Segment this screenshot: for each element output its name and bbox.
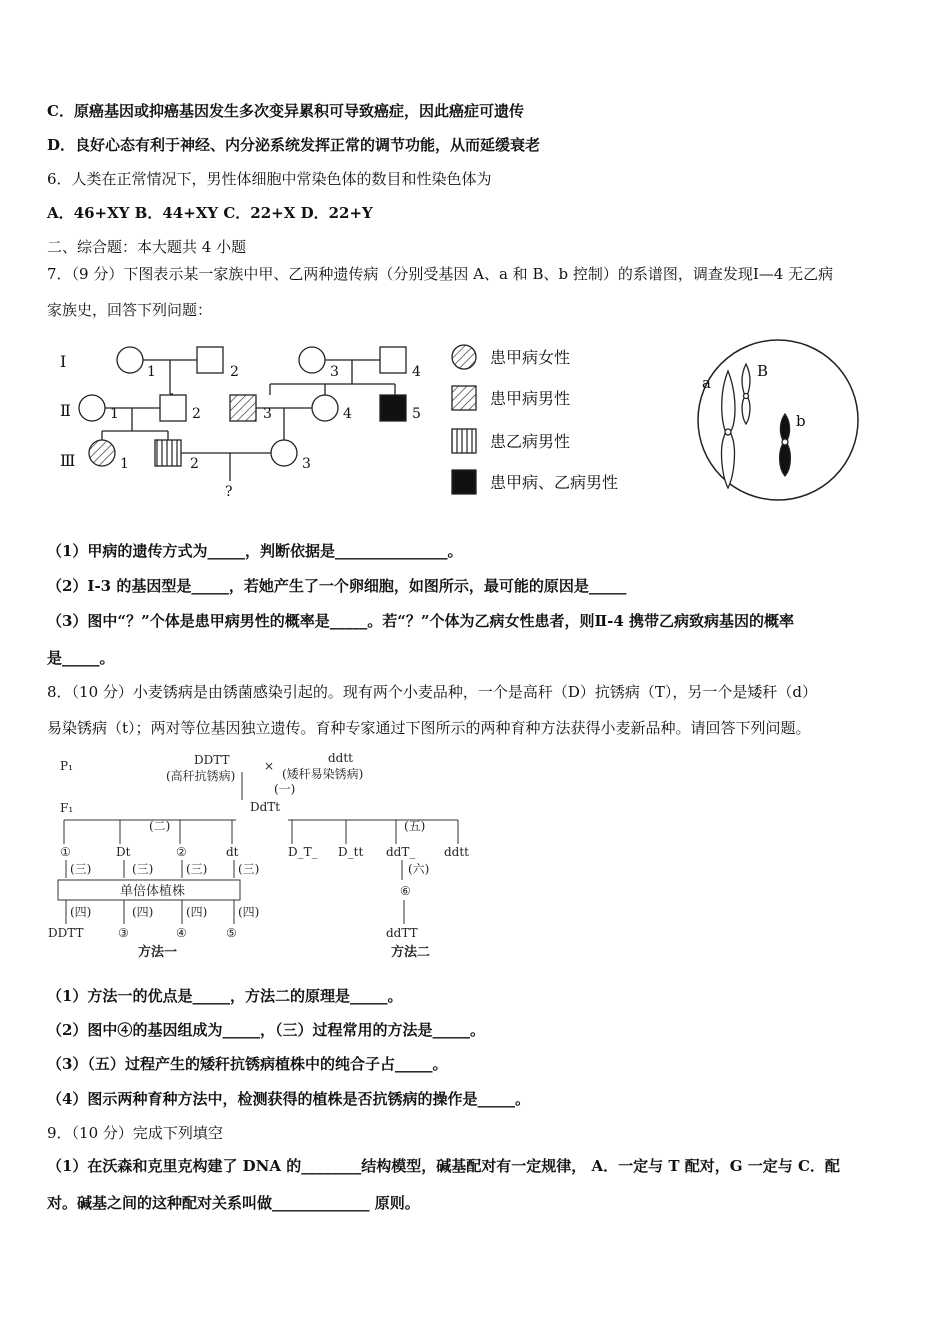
legend-icon-2 xyxy=(452,386,476,410)
q9-part1-cont: 对。碱基之间的这种配对关系叫做_____________ 原则。 xyxy=(47,1194,420,1212)
i2-male xyxy=(197,347,223,373)
ii3-male-affected xyxy=(230,395,256,421)
svg-text:(四): (四) xyxy=(70,905,92,919)
q8-part3: （3）（五）过程产生的矮秆抗锈病植株中的纯合子占_____。 xyxy=(47,1055,448,1073)
svg-text:ddtt: ddtt xyxy=(328,751,354,765)
q8-part1: （1）方法一的优点是_____，方法二的原理是_____。 xyxy=(47,987,403,1005)
ii2-male xyxy=(160,395,186,421)
svg-text:方法一: 方法一 xyxy=(138,945,178,960)
legend-label-4: 患甲病、乙病男性 xyxy=(490,473,619,492)
gen-label-2: Ⅱ xyxy=(60,401,71,420)
svg-text:dt: dt xyxy=(226,845,239,859)
svg-text:3: 3 xyxy=(302,456,311,472)
svg-text:(三): (三) xyxy=(186,862,208,876)
q7-part1: （1）甲病的遗传方式为_____，判断依据是_______________。 xyxy=(47,542,463,560)
svg-text:(三): (三) xyxy=(238,862,260,876)
svg-text:②: ② xyxy=(176,845,187,859)
legend-icon-3 xyxy=(452,429,476,453)
svg-text:DDTT: DDTT xyxy=(48,926,84,940)
iii2-male-affected xyxy=(155,440,181,466)
svg-text:①: ① xyxy=(60,845,71,859)
iii3-female xyxy=(271,440,297,466)
gen-label-3: Ⅲ xyxy=(60,451,76,470)
unknown-child: ? xyxy=(225,484,233,500)
svg-text:D_tt: D_tt xyxy=(338,845,364,859)
q7-part3: （3）图中“？”个体是患甲病男性的概率是_____。若“？”个体为乙病女性患者，则Ⅱ-4 携带乙病致病基因的概率 xyxy=(47,612,794,630)
i4-male xyxy=(380,347,406,373)
svg-text:③: ③ xyxy=(118,926,129,940)
q7-part3-cont: 是_____。 xyxy=(47,649,115,667)
option-d: D．良好心态有利于神经、内分泌系统发挥正常的调节功能，从而延缓衰老 xyxy=(47,136,541,154)
svg-text:1: 1 xyxy=(147,364,156,380)
svg-text:F₁: F₁ xyxy=(60,801,74,815)
svg-text:(五): (五) xyxy=(404,819,426,833)
question-7-cont: 家族史，回答下列问题： xyxy=(47,301,213,319)
svg-text:b: b xyxy=(796,412,806,430)
question-8: 8．（10 分）小麦锈病是由锈菌感染引起的。现有两个小麦品种，一个是高秆（D）抗锈病（T），另一个是矮秆（d） xyxy=(47,683,818,701)
svg-text:(一): (一) xyxy=(274,782,296,796)
gen-label-1: Ⅰ xyxy=(60,352,67,371)
svg-text:(六): (六) xyxy=(408,862,430,876)
svg-text:2: 2 xyxy=(192,406,201,422)
svg-text:1: 1 xyxy=(110,406,119,422)
svg-text:D_T_: D_T_ xyxy=(288,845,318,859)
svg-text:3: 3 xyxy=(263,406,272,422)
svg-text:B: B xyxy=(757,362,769,380)
svg-text:P₁: P₁ xyxy=(60,759,73,773)
svg-text:Dt: Dt xyxy=(116,845,131,859)
svg-text:4: 4 xyxy=(412,364,421,380)
question-7: 7．（9 分）下图表示某一家族中甲、乙两种遗传病（分别受基因 A、a 和 B、b 控制）的系谱图，调查发现Ⅰ—4 无乙病 xyxy=(47,265,834,283)
legend-icon-4 xyxy=(452,470,476,494)
svg-text:(矮秆易染锈病): (矮秆易染锈病) xyxy=(282,767,364,781)
svg-text:(四): (四) xyxy=(132,905,154,919)
legend-label-1: 患甲病女性 xyxy=(490,348,571,367)
pedigree-figure xyxy=(50,336,910,506)
svg-text:单倍体植株: 单倍体植株 xyxy=(120,884,186,899)
legend-icon-1 xyxy=(452,345,476,369)
svg-text:a: a xyxy=(702,374,711,392)
svg-text:ddtt: ddtt xyxy=(444,845,470,859)
svg-text:⑥: ⑥ xyxy=(400,884,411,898)
i1-female xyxy=(117,347,143,373)
i3-female xyxy=(299,347,325,373)
section-heading: 二、综合题：本大题共 4 小题 xyxy=(47,238,247,256)
q7-part2: （2）Ⅰ-3 的基因型是_____，若她产生了一个卵细胞，如图所示，最可能的原因是_____ xyxy=(47,577,627,595)
svg-text:5: 5 xyxy=(412,406,421,422)
svg-text:2: 2 xyxy=(190,456,199,472)
svg-text:(四): (四) xyxy=(186,905,208,919)
svg-text:(高秆抗锈病): (高秆抗锈病) xyxy=(166,769,236,783)
q9-part1: （1）在沃森和克里克构建了 DNA 的________结构模型，碱基配对有一定规律， A．一定与 T 配对，G 一定与 C．配 xyxy=(47,1157,840,1175)
svg-text:4: 4 xyxy=(343,406,352,422)
svg-text:DdTt: DdTt xyxy=(250,800,281,814)
svg-text:ddT_: ddT_ xyxy=(386,845,416,859)
breeding-diagram xyxy=(46,748,486,963)
question-9: 9．（10 分）完成下列填空 xyxy=(47,1124,223,1142)
svg-text:2: 2 xyxy=(230,364,239,380)
svg-text:(三): (三) xyxy=(132,862,154,876)
legend-label-2: 患甲病男性 xyxy=(490,389,571,408)
svg-text:(三): (三) xyxy=(70,862,92,876)
question-6: 6．人类在正常情况下，男性体细胞中常染色体的数目和性染色体为 xyxy=(47,170,492,188)
svg-text:方法二: 方法二 xyxy=(391,945,431,960)
ii4-female xyxy=(312,395,338,421)
svg-text:ddTT: ddTT xyxy=(386,926,418,940)
legend-label-3: 患乙病男性 xyxy=(490,432,571,451)
ii1-female xyxy=(79,395,105,421)
svg-text:3: 3 xyxy=(330,364,339,380)
svg-text:(二): (二) xyxy=(149,819,171,833)
option-c: C．原癌基因或抑癌基因发生多次变异累积可导致癌症，因此癌症可遗传 xyxy=(47,102,524,120)
svg-text:DDTT: DDTT xyxy=(194,753,230,767)
svg-text:⑤: ⑤ xyxy=(226,926,237,940)
ii5-male-both xyxy=(380,395,406,421)
svg-text:④: ④ xyxy=(176,926,187,940)
question-6-options: A．46+XY B．44+XY C．22+X D．22+Y xyxy=(47,204,373,222)
q8-part2: （2）图中④的基因组成为_____，（三）过程常用的方法是_____。 xyxy=(47,1021,485,1039)
question-8-cont: 易染锈病（t）；两对等位基因独立遗传。育种专家通过下图所示的两种育种方法获得小麦新品种。请回答下列问题。 xyxy=(47,719,811,737)
svg-text:(四): (四) xyxy=(238,905,260,919)
iii1-female-affected xyxy=(89,440,115,466)
svg-text:1: 1 xyxy=(120,456,129,472)
svg-text:×: × xyxy=(264,759,275,773)
q8-part4: （4）图示两种育种方法中，检测获得的植株是否抗锈病的操作是_____。 xyxy=(47,1090,530,1108)
